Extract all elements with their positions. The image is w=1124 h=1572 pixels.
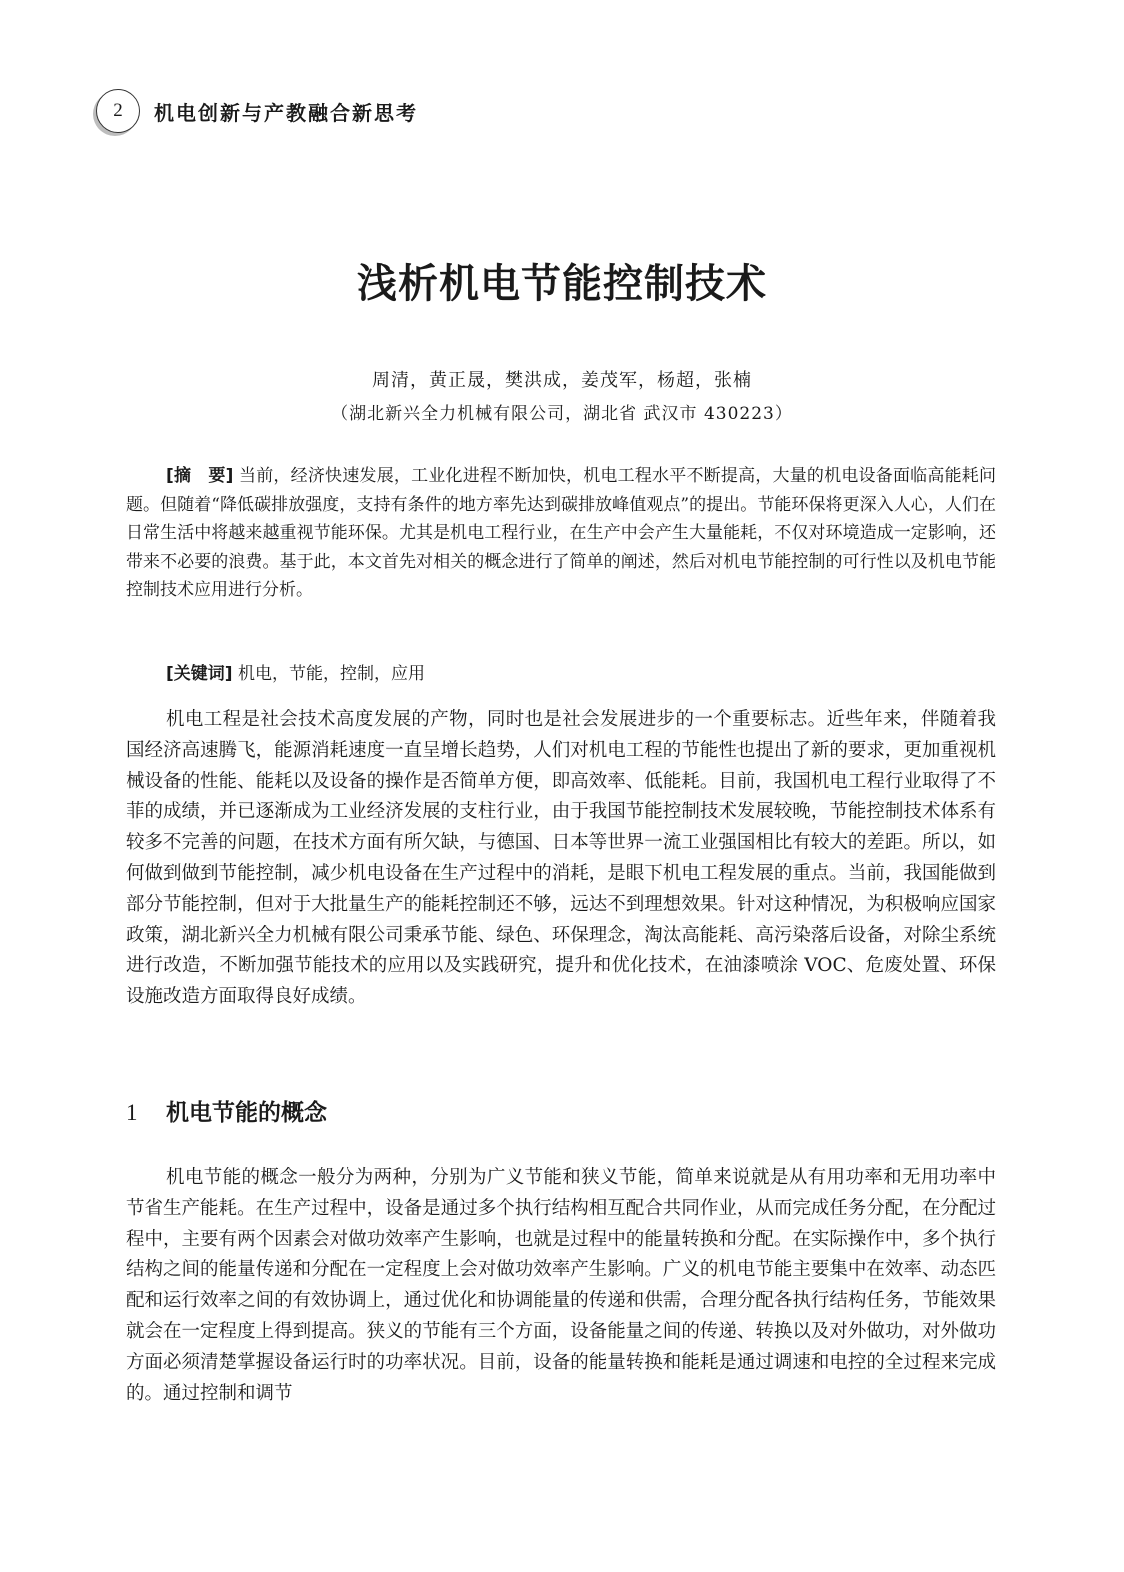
page-number: 2 xyxy=(96,89,140,133)
section-title: 机电节能的概念 xyxy=(166,1100,327,1126)
affiliation: （湖北新兴全力机械有限公司，湖北省 武汉市 430223） xyxy=(331,404,793,424)
article-title: 浅析机电节能控制技术 xyxy=(357,261,767,307)
running-header xyxy=(96,86,418,136)
keywords xyxy=(126,660,996,689)
intro-paragraph: 机电工程是社会技术高度发展的产物，同时也是社会发展进步的一个重要标志。近些年来，伴随着我国经济高速腾飞，能源消耗速度一直呈增长趋势，人们对机电工程的节能性也提出了新的要求，更加重视机械设备的性能、能耗以及设备的操作是否简单方便，即高效率、低能耗。目前，我国机电工程行业取得了不菲的成绩，并已逐渐成为工业经济发展的支柱行业，由于我国节能控制技术发展较晚，节能控制技术体系有较多不完善的问题，在技术方面有所欠缺，与德国、日本等世界一流工业强国相比有较大的差距。所以，如何做到做到节能控制，减少机电设备在生产过程中的消耗，是眼下机电工程发展的重点。当前，我国能做到部分节能控制，但对于大批量生产的能耗控制还不够，远达不到理想效果。针对这种情况，为积极响应国家政策，湖北新兴全力机械有限公司秉承节能、绿色、环保理念，淘汰高能耗、高污染落后设备，对除尘系统进行改造，不断加强节能技术的应用以及实践研究，提升和优化技术，在油漆喷涂 VOC、危废处置、环保设施改造方面取得良好成绩。 xyxy=(126,709,996,1008)
abstract xyxy=(126,462,996,605)
abstract-text: 当前，经济快速发展，工业化进程不断加快，机电工程水平不断提高，大量的机电设备面临高能耗问题。但随着“降低碳排放强度，支持有条件的地方率先达到碳排放峰值观点”的提出。节能环保将更深入人心，人们在日常生活中将越来越重视节能环保。尤其是机电工程行业，在生产中会产生大量能耗，不仅对环境造成一定影响，还带来不必要的浪费。基于此，本文首先对相关的概念进行了简单的阐述，然后对机电节能控制的可行性以及机电节能控制技术应用进行分析。 xyxy=(126,466,997,600)
section-paragraph: 机电节能的概念一般分为两种，分别为广义节能和狭义节能，简单来说就是从有用功率和无用功率中节省生产能耗。在生产过程中，设备是通过多个执行结构相互配合共同作业，从而完成任务分配，在分配过程中，主要有两个因素会对做功效率产生影响，也就是过程中的能量转换和分配。在实际操作中，多个执行结构之间的能量传递和分配在一定程度上会对做功效率产生影响。广义的机电节能主要集中在效率、动态匹配和运行效率之间的有效协调上，通过优化和协调能量的传递和供需，合理分配各执行结构任务，节能效果就会在一定程度上得到提高。狭义的节能有三个方面，设备能量之间的传递、转换以及对外做功，对外做功方面必须清楚掌握设备运行时的功率状况。目前，设备的能量转换和能耗是通过调速和电控的全过程来完成的。通过控制和调节 xyxy=(126,1167,996,1404)
journal-title: 机电创新与产教融合新思考 xyxy=(154,100,418,125)
section-number: 1 xyxy=(126,1100,138,1125)
author-list: 周清，黄正晟，樊洪成，姜茂军，杨超，张楠 xyxy=(372,370,752,391)
section-heading xyxy=(126,1094,327,1127)
keywords-text: 机电，节能，控制，应用 xyxy=(237,664,425,684)
abstract-label: [摘 要] xyxy=(166,466,234,486)
keywords-label: [关键词] xyxy=(166,664,233,684)
